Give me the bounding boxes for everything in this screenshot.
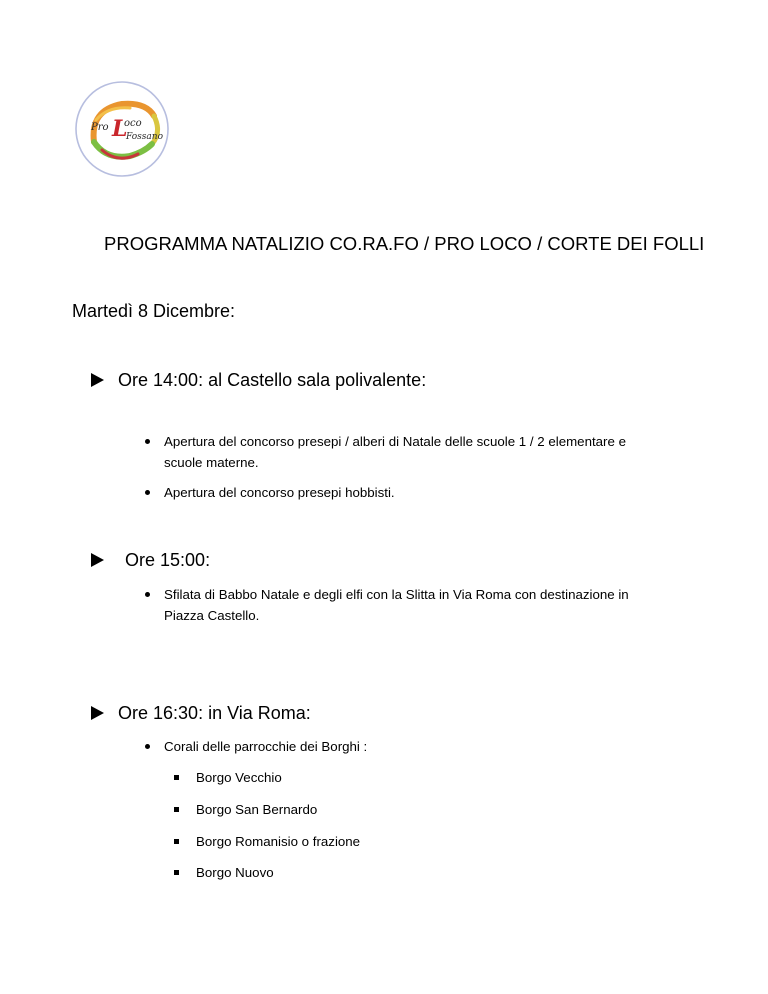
sub-list-item: Borgo Romanisio o frazione [196, 834, 361, 849]
arrow-bullet-icon [91, 706, 104, 720]
sub-list-item: Borgo San Bernardo [196, 802, 318, 817]
square-bullet-icon [174, 775, 179, 780]
square-bullet-icon [174, 839, 179, 844]
svg-text:L: L [112, 116, 128, 142]
pro-loco-logo [72, 80, 184, 180]
bullet-icon [145, 592, 150, 597]
bullet-icon [145, 439, 150, 444]
arrow-bullet-icon [91, 553, 104, 567]
section-heading: Ore 14:00: al Castello sala polivalente: [91, 370, 426, 391]
list-item: Sfilata di Babbo Natale e degli elfi con la Slitta in Via Roma con destinazione in Piazza Castello. [164, 587, 629, 623]
section-heading: Ore 15:00: [91, 550, 210, 571]
list-item: Apertura del concorso presepi / alberi di Natale delle scuole 1 / 2 elementare e scuole materne. [164, 434, 626, 470]
page-title: PROGRAMMA NATALIZIO CO.RA.FO / PRO LOCO / CORTE DEI FOLLI [104, 233, 705, 254]
list-item: Corali delle parrocchie dei Borghi : [164, 739, 368, 754]
sub-list-item: Borgo Vecchio [196, 770, 282, 785]
svg-text:oco: oco [124, 118, 142, 129]
logo-emblem-icon [72, 80, 184, 180]
sub-list-item: Borgo Nuovo [196, 865, 274, 880]
bullet-icon [145, 744, 150, 749]
square-bullet-icon [174, 807, 179, 812]
section-heading: Ore 16:30: in Via Roma: [91, 703, 311, 724]
list-item: Apertura del concorso presepi hobbisti. [164, 485, 395, 500]
square-bullet-icon [174, 870, 179, 875]
event-date: Martedì 8 Dicembre: [72, 301, 236, 321]
bullet-icon [145, 490, 150, 495]
logo-text: Pro [91, 122, 109, 133]
svg-text:Fossano: Fossano [126, 132, 163, 142]
arrow-bullet-icon [91, 373, 104, 387]
